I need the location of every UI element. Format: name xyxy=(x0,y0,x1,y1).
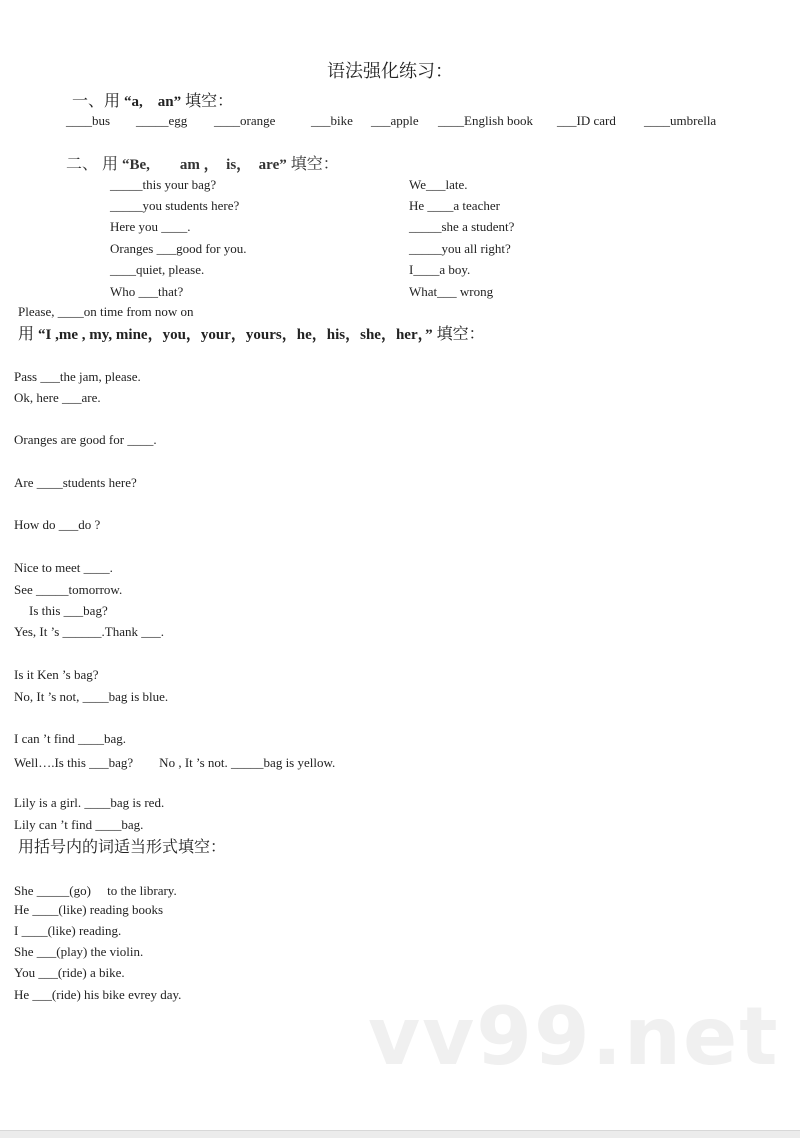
section3-heading-prefix: 用 xyxy=(18,326,35,343)
section2-extra-line: Please, ____on time from now on xyxy=(18,304,194,319)
section1-item: ___bike xyxy=(311,113,353,128)
section4-line: You ___(ride) a bike. xyxy=(14,965,125,980)
section3-line: Is this ___bag? xyxy=(29,603,108,618)
watermark: vv99.net xyxy=(368,990,780,1083)
page-title: 语法强化练习： xyxy=(327,61,453,81)
section3-heading-suffix: 填空： xyxy=(436,326,485,343)
section2-right-item: I____a boy. xyxy=(409,262,471,277)
section1-heading-suffix: 填空： xyxy=(185,93,234,110)
section3-line: Nice to meet ____. xyxy=(14,560,113,575)
section2-left-item: Who ___that? xyxy=(110,284,184,299)
section1-heading-words: “a, an” xyxy=(124,94,182,110)
section2-right-item: He ____a teacher xyxy=(409,198,500,213)
section2-left-item: _____you students here? xyxy=(110,198,240,213)
section1-item: ____bus xyxy=(66,113,111,128)
section3-line: Pass ___the jam, please. xyxy=(14,369,141,384)
section3-line: Are ____students here? xyxy=(14,475,137,490)
section3-line: Lily can ’t find ____bag. xyxy=(14,817,144,832)
section2-right-item: What___ wrong xyxy=(409,284,494,299)
section3-line: I can ’t find ____bag. xyxy=(14,731,127,746)
section2-left-item: ____quiet, please. xyxy=(110,262,205,277)
section1-item: _____egg xyxy=(136,113,188,128)
section3-line: Well….Is this ___bag? No , It ’s not. _____bag is yellow. xyxy=(14,755,336,770)
section2-right-item: _____you all right? xyxy=(409,241,511,256)
section1-item: ____orange xyxy=(214,113,276,128)
section2-left-item: Here you ____. xyxy=(110,219,191,234)
section2-right-item: _____she a student? xyxy=(409,219,515,234)
section4-heading: 用括号内的词适当形式填空： xyxy=(18,839,227,856)
section3-line: Ok, here ___are. xyxy=(14,390,101,405)
section1-item: ____umbrella xyxy=(644,113,717,128)
section2-left-item: Oranges ___good for you. xyxy=(110,241,247,256)
section3-line: Yes, It ’s ______.Thank ___. xyxy=(14,624,164,639)
section4-line: I ____(like) reading. xyxy=(14,923,122,938)
section1-item: ___apple xyxy=(371,113,419,128)
section4-line: He ___(ride) his bike evrey day. xyxy=(14,987,182,1002)
section3-line: Is it Ken ’s bag? xyxy=(14,667,99,682)
section2-heading xyxy=(66,151,339,174)
section3-line: How do ___do ? xyxy=(14,517,101,532)
section2-left-item: _____this your bag? xyxy=(110,177,217,192)
section3-heading-words: “I ,me , my, mine，you，your，yours，he，his，she，her，” xyxy=(38,327,433,343)
section4-line: She ___(play) the violin. xyxy=(14,944,144,959)
section3-line: Lily is a girl. ____bag is red. xyxy=(14,795,165,810)
section4-line: She _____(go) to the library. xyxy=(14,883,177,898)
section1-item: ____English book xyxy=(438,113,533,128)
section3-line: See _____tomorrow. xyxy=(14,582,123,597)
section3-line: No, It ’s not, ____bag is blue. xyxy=(14,689,169,704)
section3-line: Oranges are good for ____. xyxy=(14,432,157,447)
section2-heading-suffix: 填空： xyxy=(290,156,339,173)
section3-heading xyxy=(18,321,485,344)
section1-heading xyxy=(72,88,233,111)
section2-right-item: We___late. xyxy=(409,177,468,192)
section4-line: He ____(like) reading books xyxy=(14,902,164,917)
section2-heading-prefix: 二、 用 xyxy=(66,156,119,173)
section1-heading-prefix: 一、用 xyxy=(72,93,121,110)
section1-item: ___ID card xyxy=(557,113,616,128)
section2-heading-words: “Be, am ， is， are” xyxy=(122,157,287,173)
